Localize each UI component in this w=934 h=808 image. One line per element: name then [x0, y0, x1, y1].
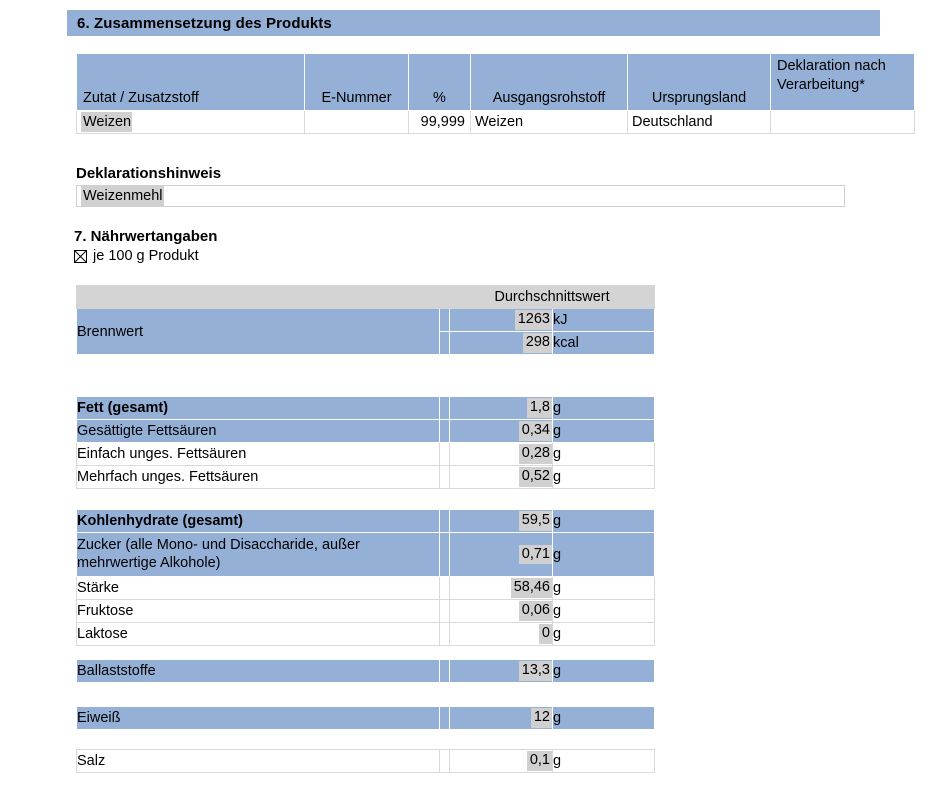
row-gap — [440, 707, 450, 730]
nutrition-row-kohlenhydrate-gesamt — [77, 510, 655, 533]
nutrition-row-laktose — [77, 623, 655, 646]
fiber-table — [76, 659, 655, 683]
row-value-cell[interactable] — [450, 420, 553, 443]
nutrition-row-ballaststoffe — [77, 660, 655, 683]
energy-label: Brennwert — [77, 309, 440, 355]
energy-value-kcal: 298 — [523, 333, 552, 352]
basis-checkbox-label: je 100 g Produkt — [93, 248, 199, 264]
row-value-cell[interactable] — [450, 707, 553, 730]
nutrition-row-salz — [77, 750, 655, 773]
energy-unit-kj: kJ — [553, 309, 655, 332]
carbohydrate-table — [76, 509, 655, 646]
row-gap — [440, 600, 450, 623]
row-value: 1,8 — [527, 398, 552, 417]
nutrition-row-mehrfach-unges-fettsaeuren — [77, 466, 655, 489]
row-value-cell[interactable] — [450, 510, 553, 533]
energy-value-kcal-cell[interactable] — [450, 332, 553, 355]
row-value: 0 — [539, 624, 552, 643]
cell-enummer[interactable] — [305, 111, 409, 134]
row-label: Eiweiß — [77, 707, 440, 730]
row-value-cell[interactable] — [450, 443, 553, 466]
column-header-ausgangsrohstoff: Ausgangsrohstoff — [471, 54, 628, 111]
ingredients-table-header-row — [77, 54, 915, 111]
row-unit: g — [553, 707, 655, 730]
energy-table — [76, 285, 655, 355]
row-gap — [440, 623, 450, 646]
row-value-cell[interactable] — [450, 600, 553, 623]
column-header-enummer: E-Nummer — [305, 54, 409, 111]
row-label: Laktose — [77, 623, 440, 646]
row-gap — [440, 750, 450, 773]
row-gap — [440, 397, 450, 420]
row-value: 58,46 — [511, 578, 552, 597]
row-unit: g — [553, 443, 655, 466]
cell-prozent[interactable]: 99,999 — [409, 111, 471, 134]
row-value: 59,5 — [519, 511, 552, 530]
row-label: Ballaststoffe — [77, 660, 440, 683]
nutrition-row-eiweiss — [77, 707, 655, 730]
deklarationshinweis-input[interactable] — [76, 185, 845, 207]
nutrition-row-staerke — [77, 577, 655, 600]
row-unit: g — [553, 420, 655, 443]
row-unit: g — [553, 397, 655, 420]
cell-zutat-value: Weizen — [81, 112, 132, 132]
cell-ursprungsland[interactable]: Deutschland — [628, 111, 771, 134]
checked-box-icon[interactable] — [74, 250, 87, 263]
nutrition-row-einfach-unges-fettsaeuren — [77, 443, 655, 466]
row-unit: g — [553, 660, 655, 683]
row-value-cell[interactable] — [450, 750, 553, 773]
column-header-zutat: Zutat / Zusatzstoff — [77, 54, 305, 111]
table-row — [77, 111, 915, 134]
row-gap — [440, 443, 450, 466]
row-value: 12 — [531, 708, 552, 727]
nutrition-row-fett-gesamt — [77, 397, 655, 420]
cell-deklaration[interactable] — [771, 111, 915, 134]
energy-gap-kcal — [440, 332, 450, 355]
fat-table — [76, 396, 655, 489]
row-label: Mehrfach unges. Fettsäuren — [77, 466, 440, 489]
ingredients-table — [76, 53, 915, 134]
energy-value-kj: 1263 — [515, 310, 552, 329]
basis-checkbox-row[interactable] — [74, 248, 199, 264]
header-blank-cell — [77, 286, 440, 309]
row-label: Stärke — [77, 577, 440, 600]
row-unit: g — [553, 600, 655, 623]
column-header-ursprungsland: Ursprungsland — [628, 54, 771, 111]
row-label: Zucker (alle Mono- und Disaccharide, außer mehrwertige Alkohole) — [77, 533, 440, 577]
row-label: Gesättigte Fettsäuren — [77, 420, 440, 443]
row-value: 0,34 — [519, 421, 552, 440]
row-value-cell[interactable] — [450, 397, 553, 420]
row-unit: g — [553, 533, 655, 577]
energy-gap-kj — [440, 309, 450, 332]
deklarationshinweis-label: Deklarationshinweis — [76, 165, 222, 182]
row-unit: g — [553, 577, 655, 600]
row-gap — [440, 510, 450, 533]
column-header-deklaration: Deklaration nach Verarbeitung* — [771, 54, 915, 111]
row-value: 0,52 — [519, 467, 552, 486]
section-7-title: 7. Nährwertangaben — [74, 228, 218, 245]
row-value: 0,28 — [519, 444, 552, 463]
row-label: Fett (gesamt) — [77, 397, 440, 420]
section-6-title-bar — [67, 10, 880, 36]
nutrition-row-zucker — [77, 533, 655, 577]
column-header-prozent: % — [409, 54, 471, 111]
row-value: 0,06 — [519, 601, 552, 620]
energy-unit-kcal: kcal — [553, 332, 655, 355]
row-label: Salz — [77, 750, 440, 773]
row-label: Kohlenhydrate (gesamt) — [77, 510, 440, 533]
energy-value-kj-cell[interactable] — [450, 309, 553, 332]
row-unit: g — [553, 750, 655, 773]
row-unit: g — [553, 510, 655, 533]
row-value-cell[interactable] — [450, 623, 553, 646]
row-value-cell[interactable] — [450, 577, 553, 600]
row-value: 13,3 — [519, 661, 552, 680]
deklarationshinweis-value: Weizenmehl — [81, 186, 164, 206]
row-value: 0,1 — [527, 751, 552, 770]
salt-table — [76, 749, 655, 773]
row-gap — [440, 420, 450, 443]
nutrition-row-gesaettigte-fettsaeuren — [77, 420, 655, 443]
nutrition-header-row — [77, 286, 655, 309]
row-unit: g — [553, 623, 655, 646]
column-header-durchschnittswert: Durchschnittswert — [450, 286, 655, 309]
row-value-cell[interactable] — [450, 533, 553, 577]
row-value: 0,71 — [519, 545, 552, 564]
nutrition-row-fruktose — [77, 600, 655, 623]
section-6-title: 6. Zusammensetzung des Produkts — [77, 14, 332, 32]
row-unit: g — [553, 466, 655, 489]
row-gap — [440, 533, 450, 577]
row-label: Einfach unges. Fettsäuren — [77, 443, 440, 466]
cell-ausgangsrohstoff[interactable]: Weizen — [471, 111, 628, 134]
row-gap — [440, 577, 450, 600]
energy-row-kj — [77, 309, 655, 332]
header-gap-cell — [440, 286, 450, 309]
row-gap — [440, 660, 450, 683]
row-value-cell[interactable] — [450, 466, 553, 489]
row-gap — [440, 466, 450, 489]
protein-table — [76, 706, 655, 730]
row-label: Fruktose — [77, 600, 440, 623]
cell-zutat[interactable] — [77, 111, 305, 134]
row-value-cell[interactable] — [450, 660, 553, 683]
